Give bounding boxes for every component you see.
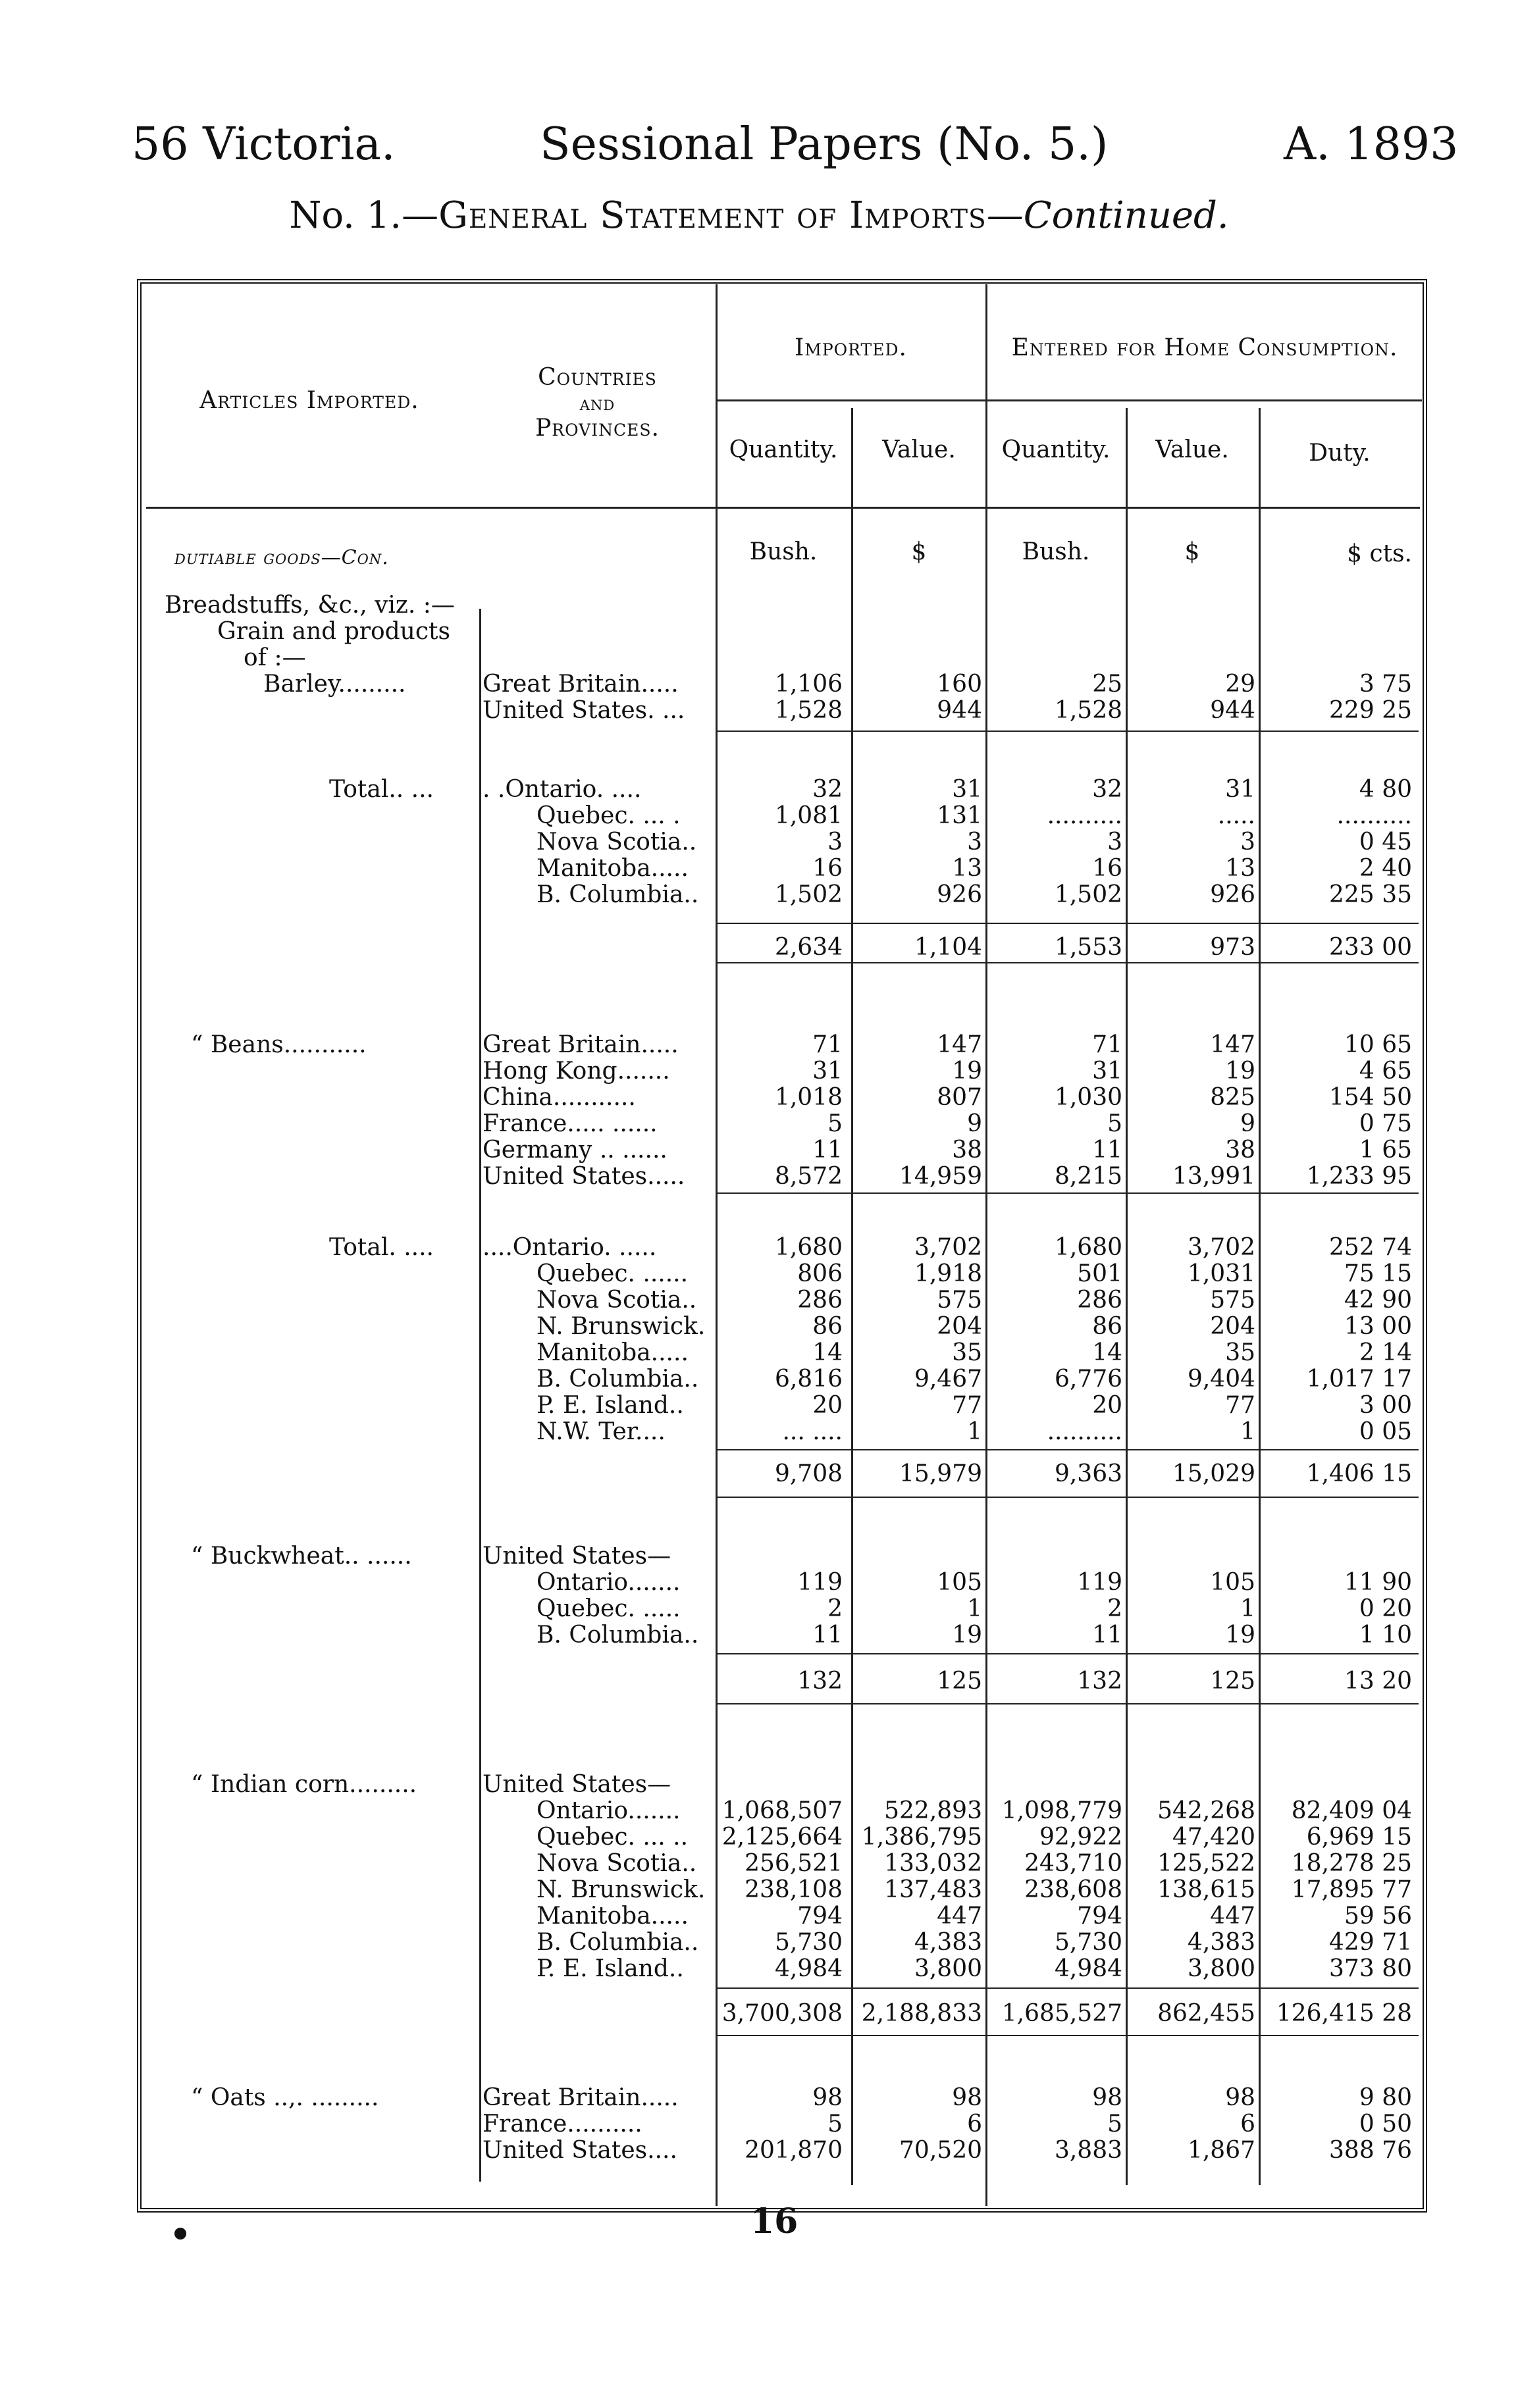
q1-cell: 2,125,664 (721, 1824, 843, 1851)
v1-cell: 522,893 (884, 1797, 982, 1824)
v2-cell: 4,383 (1187, 1929, 1255, 1956)
q1-cell: 8,572 (774, 1163, 843, 1190)
q2-cell: 1,030 (1054, 1084, 1122, 1111)
duty-cell: 388 76 (1329, 2137, 1412, 2164)
country-cell: United States. ... (483, 697, 685, 724)
v2-cell: 47,420 (1172, 1824, 1255, 1851)
unit-dollar-imported: $ (911, 538, 927, 565)
q1-cell: 11 (812, 1137, 843, 1164)
v2-cell: 447 (1210, 1903, 1255, 1930)
duty-cell: 252 74 (1329, 1234, 1412, 1261)
q1-cell: 806 (797, 1260, 843, 1287)
q2-cell: 1,553 (1054, 934, 1122, 961)
unit-bush-imported: Bush. (749, 538, 818, 565)
v2-cell: 862,455 (1157, 2000, 1255, 2027)
q2-cell: .......... (1047, 802, 1122, 829)
q2-cell: 1,685,527 (1001, 2000, 1122, 2027)
country-cell: France..... ...... (483, 1110, 658, 1137)
duty-cell: 13 00 (1344, 1313, 1412, 1340)
q2-cell: 243,710 (1024, 1850, 1122, 1877)
duty-cell: 4 80 (1359, 776, 1412, 803)
unit-bush-home: Bush. (1022, 538, 1090, 565)
v1-cell: 19 (952, 1058, 982, 1085)
country-cell: B. Columbia.. (537, 1929, 699, 1956)
v2-cell: 3 (1240, 829, 1255, 856)
q1-cell: 11 (812, 1622, 843, 1649)
q1-cell: 256,521 (745, 1850, 843, 1877)
q1-cell: 1,018 (774, 1084, 843, 1111)
v1-cell: 9 (967, 1110, 982, 1137)
unit-dollar-home: $ (1184, 538, 1200, 565)
duty-cell: 229 25 (1329, 697, 1412, 724)
header-series: Sessional Papers (No. 5.) (540, 118, 1109, 170)
country-cell: N. Brunswick. (537, 1313, 706, 1340)
v2-cell: 31 (1225, 776, 1255, 803)
country-cell: United States..... (483, 1163, 685, 1190)
duty-cell: 3 75 (1359, 671, 1412, 698)
country-cell: United States— (483, 1543, 671, 1570)
v1-cell: 125 (937, 1668, 982, 1695)
country-cell: N. Brunswick. (537, 1876, 706, 1903)
v1-cell: 137,483 (884, 1876, 982, 1903)
duty-cell: 0 45 (1359, 829, 1412, 856)
q2-cell: 4,984 (1054, 1955, 1122, 1982)
country-cell: United States— (483, 1771, 671, 1798)
duty-cell: 82,409 04 (1291, 1797, 1412, 1824)
country-cell: Quebec. ..... (537, 1595, 681, 1622)
header-duty: Duty. (1309, 440, 1371, 467)
q1-cell: 238,108 (745, 1876, 843, 1903)
v1-cell: 3,702 (914, 1234, 982, 1261)
duty-cell: 2 40 (1359, 855, 1412, 882)
article-cell: Total. .... (329, 1234, 434, 1261)
header-rule-bottom (146, 507, 1420, 509)
duty-cell: 2 14 (1359, 1339, 1412, 1366)
country-cell: France.......... (483, 2111, 642, 2138)
v1-cell: 204 (937, 1313, 982, 1340)
q1-cell: 201,870 (745, 2137, 843, 2164)
v1-cell: 926 (937, 881, 982, 908)
q2-cell: 71 (1092, 1031, 1122, 1058)
q1-cell: 32 (812, 776, 843, 803)
header-value: Value. (882, 436, 956, 463)
article-cell: Total.. ... (329, 776, 434, 803)
q1-cell: 71 (812, 1031, 843, 1058)
v2-cell: 125 (1210, 1668, 1255, 1695)
rule-corn-total-bottom (718, 2035, 1419, 2036)
country-cell: B. Columbia.. (537, 881, 699, 908)
q2-cell: 11 (1092, 1137, 1122, 1164)
q2-cell: 286 (1077, 1287, 1122, 1314)
country-cell: Great Britain..... (483, 2084, 679, 2111)
q2-cell: 3,883 (1054, 2137, 1122, 2164)
country-cell: Nova Scotia.. (537, 1850, 697, 1877)
q1-cell: 132 (797, 1668, 843, 1695)
article-cell: “ Oats ..,. ......... (191, 2084, 379, 2111)
country-cell: Quebec. ...... (537, 1260, 689, 1287)
q2-cell: 9,363 (1054, 1460, 1122, 1487)
q2-cell: 238,608 (1024, 1876, 1122, 1903)
v1-cell: 160 (937, 671, 982, 698)
country-cell: Quebec. ... .. (537, 1824, 689, 1851)
v1-cell: 3,800 (914, 1955, 982, 1982)
duty-cell: 126,415 28 (1276, 2000, 1412, 2027)
q2-cell: 1,528 (1054, 697, 1122, 724)
duty-cell: 1,017 17 (1306, 1366, 1412, 1393)
country-cell: Ontario....... (537, 1569, 681, 1596)
q2-cell: 132 (1077, 1668, 1122, 1695)
v2-cell: 13,991 (1172, 1163, 1255, 1190)
v2-cell: 1,867 (1187, 2137, 1255, 2164)
v1-cell: 38 (952, 1137, 982, 1164)
v2-cell: 1 (1240, 1418, 1255, 1445)
v2-cell: 9 (1240, 1110, 1255, 1137)
v2-cell: 105 (1210, 1569, 1255, 1596)
v2-cell: 1 (1240, 1595, 1255, 1622)
v1-cell: 105 (937, 1569, 982, 1596)
duty-cell: 0 50 (1359, 2111, 1412, 2138)
v2-cell: 575 (1210, 1287, 1255, 1314)
country-cell: Nova Scotia.. (537, 1287, 697, 1314)
rule-corn-total-top (718, 1987, 1419, 1989)
duty-cell: 1 10 (1359, 1622, 1412, 1649)
q1-cell: 286 (797, 1287, 843, 1314)
article-cell: “ Beans........... (191, 1031, 367, 1058)
intro-line-3: of :— (244, 644, 306, 671)
duty-cell: 0 05 (1359, 1418, 1412, 1445)
duty-cell: 75 15 (1344, 1260, 1412, 1287)
q1-cell: 86 (812, 1313, 843, 1340)
header-year: A. 1893 (1284, 118, 1459, 170)
v1-cell: 4,383 (914, 1929, 982, 1956)
rule-after-barley (718, 730, 1419, 732)
v2-cell: 9,404 (1187, 1366, 1255, 1393)
q2-cell: 98 (1092, 2084, 1122, 2111)
v2-cell: 35 (1225, 1339, 1255, 1366)
v1-cell: 35 (952, 1339, 982, 1366)
q2-cell: 25 (1092, 671, 1122, 698)
country-cell: B. Columbia.. (537, 1622, 699, 1649)
q1-cell: 98 (812, 2084, 843, 2111)
v2-cell: 204 (1210, 1313, 1255, 1340)
q1-cell: 119 (797, 1569, 843, 1596)
col-rule-countries (479, 609, 481, 2182)
country-cell: Great Britain..... (483, 1031, 679, 1058)
country-cell: N.W. Ter.... (537, 1418, 666, 1445)
v2-cell: 3,800 (1187, 1955, 1255, 1982)
q2-cell: 32 (1092, 776, 1122, 803)
q1-cell: 2,634 (774, 934, 843, 961)
q2-cell: 14 (1092, 1339, 1122, 1366)
v1-cell: 9,467 (914, 1366, 982, 1393)
duty-cell: 1 65 (1359, 1137, 1412, 1164)
duty-cell: 4 65 (1359, 1058, 1412, 1085)
q2-cell: 11 (1092, 1622, 1122, 1649)
v2-cell: 19 (1225, 1622, 1255, 1649)
v1-cell: 1,386,795 (861, 1824, 982, 1851)
intro-line-2: Grain and products (217, 618, 450, 645)
v2-cell: 77 (1225, 1392, 1255, 1419)
duty-cell: 3 00 (1359, 1392, 1412, 1419)
article-cell: “ Buckwheat.. ...... (191, 1543, 412, 1570)
duty-cell: 0 20 (1359, 1595, 1412, 1622)
title-main: General Statement of Imports (438, 194, 987, 237)
q2-cell: 5,730 (1054, 1929, 1122, 1956)
v1-cell: 6 (967, 2111, 982, 2138)
q1-cell: 5,730 (774, 1929, 843, 1956)
q1-cell: 5 (827, 2111, 843, 2138)
v2-cell: 825 (1210, 1084, 1255, 1111)
v2-cell: 926 (1210, 881, 1255, 908)
q1-cell: 794 (797, 1903, 843, 1930)
country-cell: P. E. Island.. (537, 1955, 684, 1982)
q2-cell: 92,922 (1039, 1824, 1122, 1851)
q2-cell: 501 (1077, 1260, 1122, 1287)
v2-cell: 98 (1225, 2084, 1255, 2111)
v1-cell: 1,918 (914, 1260, 982, 1287)
v2-cell: 138,615 (1157, 1876, 1255, 1903)
v1-cell: 1,104 (914, 934, 982, 961)
country-cell: United States.... (483, 2137, 677, 2164)
rule-barley-total-bottom (718, 962, 1419, 963)
q2-cell: 5 (1107, 2111, 1122, 2138)
v1-cell: 2,188,833 (861, 2000, 982, 2027)
unit-duty: $ cts. (1347, 540, 1412, 567)
v2-cell: ..... (1217, 802, 1255, 829)
q1-cell: 1,081 (774, 802, 843, 829)
v2-cell: 125,522 (1157, 1850, 1255, 1877)
q2-cell: 1,098,779 (1001, 1797, 1122, 1824)
q2-cell: 20 (1092, 1392, 1122, 1419)
article-cell: Barley......... (263, 671, 406, 698)
duty-cell: 429 71 (1329, 1929, 1412, 1956)
q1-cell: 1,680 (774, 1234, 843, 1261)
q1-cell: 16 (812, 855, 843, 882)
duty-cell: 0 75 (1359, 1110, 1412, 1137)
q1-cell: 1,502 (774, 881, 843, 908)
v1-cell: 944 (937, 697, 982, 724)
country-cell: Manitoba..... (537, 1903, 689, 1930)
duty-cell: 11 90 (1344, 1569, 1412, 1596)
q1-cell: 2 (827, 1595, 843, 1622)
v2-cell: 3,702 (1187, 1234, 1255, 1261)
duty-cell: 1,406 15 (1306, 1460, 1412, 1487)
header-countries-2: and (579, 392, 615, 415)
q2-cell: 5 (1107, 1110, 1122, 1137)
q2-cell: 1,502 (1054, 881, 1122, 908)
v2-cell: 1,031 (1187, 1260, 1255, 1287)
v1-cell: 575 (937, 1287, 982, 1314)
page-title (0, 194, 1518, 237)
header-quantity-home: Quantity. (1001, 436, 1111, 463)
header-value-home: Value. (1155, 436, 1229, 463)
duty-cell: 18,278 25 (1291, 1850, 1412, 1877)
rule-barley-total-top (718, 923, 1419, 924)
duty-cell: 233 00 (1329, 934, 1412, 961)
v1-cell: 98 (952, 2084, 982, 2111)
duty-cell: 17,895 77 (1291, 1876, 1412, 1903)
duty-cell: 1,233 95 (1306, 1163, 1412, 1190)
v1-cell: 19 (952, 1622, 982, 1649)
q2-cell: 2 (1107, 1595, 1122, 1622)
q1-cell: 1,528 (774, 697, 843, 724)
v2-cell: 6 (1240, 2111, 1255, 2138)
page-number: 16 (750, 2201, 798, 2241)
v2-cell: 944 (1210, 697, 1255, 724)
q1-cell: 1,068,507 (721, 1797, 843, 1824)
rule-beans-total-bottom (718, 1497, 1419, 1498)
q2-cell: 794 (1077, 1903, 1122, 1930)
v1-cell: 807 (937, 1084, 982, 1111)
q2-cell: .......... (1047, 1418, 1122, 1445)
duty-cell: 6,969 15 (1306, 1824, 1412, 1851)
q2-cell: 6,776 (1054, 1366, 1122, 1393)
title-prefix: No. 1.— (289, 194, 439, 237)
country-cell: Ontario....... (537, 1797, 681, 1824)
v2-cell: 38 (1225, 1137, 1255, 1164)
q1-cell: 1,106 (774, 671, 843, 698)
v1-cell: 1 (967, 1595, 982, 1622)
duty-cell: 59 56 (1344, 1903, 1412, 1930)
v1-cell: 70,520 (899, 2137, 982, 2164)
q2-cell: 86 (1092, 1313, 1122, 1340)
v2-cell: 13 (1225, 855, 1255, 882)
v1-cell: 31 (952, 776, 982, 803)
header-imported: Imported. (795, 334, 907, 361)
q2-cell: 31 (1092, 1058, 1122, 1085)
q1-cell: 6,816 (774, 1366, 843, 1393)
q2-cell: 16 (1092, 855, 1122, 882)
bullet-mark (174, 2228, 186, 2240)
v1-cell: 13 (952, 855, 982, 882)
duty-cell: 42 90 (1344, 1287, 1412, 1314)
country-cell: Manitoba..... (537, 1339, 689, 1366)
country-cell: . .Ontario. .... (483, 776, 642, 803)
country-cell: Quebec. ... . (537, 802, 681, 829)
v2-cell: 19 (1225, 1058, 1255, 1085)
duty-cell: 373 80 (1329, 1955, 1412, 1982)
header-countries-1: Countries (538, 364, 657, 391)
v2-cell: 147 (1210, 1031, 1255, 1058)
title-suffix: —Continued. (986, 194, 1229, 237)
q1-cell: 3 (827, 829, 843, 856)
q1-cell: 4,984 (774, 1955, 843, 1982)
country-cell: Hong Kong....... (483, 1058, 670, 1085)
country-cell: Nova Scotia.. (537, 829, 697, 856)
duty-cell: .......... (1336, 802, 1412, 829)
q1-cell: 14 (812, 1339, 843, 1366)
q2-cell: 3 (1107, 829, 1122, 856)
header-entered: Entered for Home Consumption. (1011, 334, 1398, 361)
country-cell: Manitoba..... (537, 855, 689, 882)
country-cell: P. E. Island.. (537, 1392, 684, 1419)
country-cell: China........... (483, 1084, 636, 1111)
q2-cell: 119 (1077, 1569, 1122, 1596)
q2-cell: 1,680 (1054, 1234, 1122, 1261)
q1-cell: 9,708 (774, 1460, 843, 1487)
country-cell: Great Britain..... (483, 671, 679, 698)
v1-cell: 77 (952, 1392, 982, 1419)
header-rule-sub (718, 399, 1422, 401)
q1-cell: 20 (812, 1392, 843, 1419)
duty-cell: 9 80 (1359, 2084, 1412, 2111)
q1-cell: 3,700,308 (721, 2000, 843, 2027)
v1-cell: 1 (967, 1418, 982, 1445)
v2-cell: 542,268 (1157, 1797, 1255, 1824)
v1-cell: 15,979 (899, 1460, 982, 1487)
v1-cell: 147 (937, 1031, 982, 1058)
q1-cell: 31 (812, 1058, 843, 1085)
duty-cell: 225 35 (1329, 881, 1412, 908)
country-cell: ....Ontario. ..... (483, 1234, 657, 1261)
duty-cell: 13 20 (1344, 1668, 1412, 1695)
rule-buckwheat-total-top (718, 1653, 1419, 1654)
q1-cell: 5 (827, 1110, 843, 1137)
v2-cell: 973 (1210, 934, 1255, 961)
header-articles: Articles Imported. (199, 387, 419, 414)
article-cell: “ Indian corn......... (191, 1771, 417, 1798)
v2-cell: 15,029 (1172, 1460, 1255, 1487)
country-cell: Germany .. ...... (483, 1137, 667, 1164)
section-label: dutiable goods—Con. (174, 546, 389, 569)
v1-cell: 14,959 (899, 1163, 982, 1190)
rule-buckwheat-total-bottom (718, 1703, 1419, 1704)
v1-cell: 131 (937, 802, 982, 829)
q1-cell: ... .... (782, 1418, 843, 1445)
duty-cell: 154 50 (1329, 1084, 1412, 1111)
v1-cell: 3 (967, 829, 982, 856)
header-quantity: Quantity. (729, 436, 838, 463)
duty-cell: 10 65 (1344, 1031, 1412, 1058)
country-cell: B. Columbia.. (537, 1366, 699, 1393)
v2-cell: 29 (1225, 671, 1255, 698)
rule-beans-total-top (718, 1449, 1419, 1450)
q2-cell: 8,215 (1054, 1163, 1122, 1190)
header-countries-3: Provinces. (535, 415, 660, 442)
rule-after-beans (718, 1192, 1419, 1194)
v1-cell: 133,032 (884, 1850, 982, 1877)
intro-line-1: Breadstuffs, &c., viz. :— (165, 592, 455, 619)
v1-cell: 447 (937, 1903, 982, 1930)
header-volume: 56 Victoria. (132, 118, 396, 170)
